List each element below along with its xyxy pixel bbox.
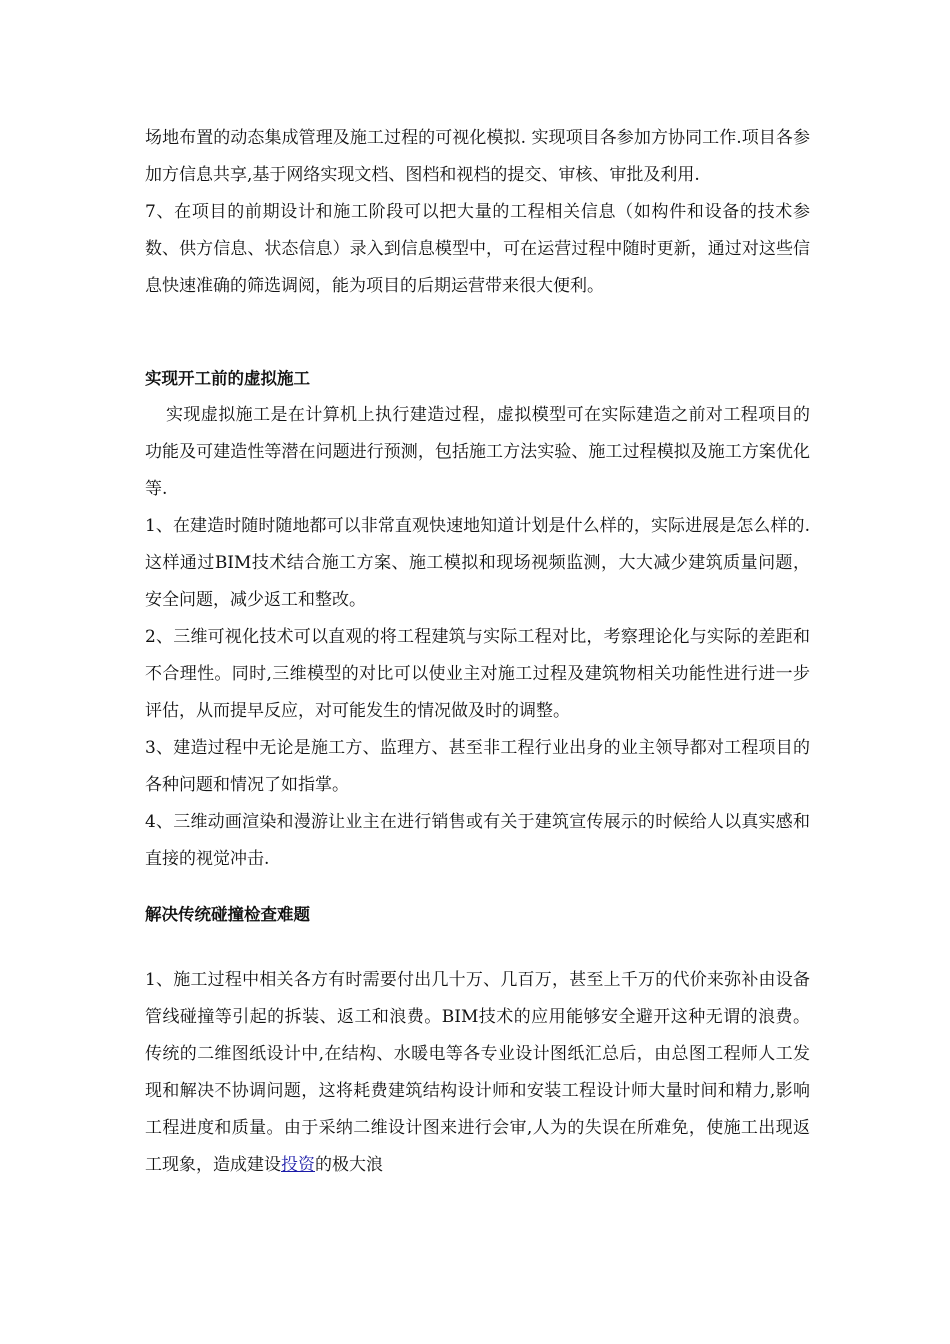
- list-item: 3、建造过程中无论是施工方、监理方、甚至非工程行业出身的业主领导都对工程项目的各种问题和情况了如指掌。: [145, 738, 810, 795]
- investment-link[interactable]: 投资: [281, 1155, 315, 1175]
- section-intro: 实现虚拟施工是在计算机上执行建造过程，虚拟模型可在实际建造之前对工程项目的功能及可建造性等潜在问题进行预测，包括施工方法实验、施工过程模拟及施工方案优化等.: [145, 405, 810, 499]
- document-body: [145, 120, 810, 1184]
- list-item: 4、三维动画渲染和漫游让业主在进行销售或有关于建筑宣传展示的时候给人以真实感和直接的视觉冲击.: [145, 812, 810, 869]
- spacer: [145, 933, 810, 962]
- section-heading-virtual-construction: 实现开工前的虚拟施工: [145, 369, 310, 388]
- paragraph-collaboration: 场地布置的动态集成管理及施工过程的可视化模拟. 实现项目各参加方协同工作.项目各参加方信息共享,基于网络实现文档、图档和视档的提交、审核、审批及利用.: [145, 128, 810, 185]
- paragraph-collision-cost: [145, 962, 810, 1184]
- spacer: [145, 305, 810, 360]
- paragraph-text: 1、施工过程中相关各方有时需要付出几十万、几百万，甚至上千万的代价来弥补由设备管线碰撞等引起的拆装、返工和浪费。BIM技术的应用能够安全避开这种无谓的浪费。传统的二维图纸设计中,在结构、水暖电等各专业设计图纸汇总后，由总图工程师人工发现和解决不协调问题，这将耗费建筑结构设计师和安装工程设计师大量时间和精力,影响工程进度和质量。由于采纳二维设计图来进行会审,人为的失误在所难免，使施工出现返工现象，造成建设: [145, 970, 810, 1175]
- spacer: [145, 878, 810, 896]
- list-item: 2、三维可视化技术可以直观的将工程建筑与实际工程对比，考察理论化与实际的差距和不合理性。同时,三维模型的对比可以使业主对施工过程及建筑物相关功能性进行进一步评估，从而提早反应，对可能发生的情况做及时的调整。: [145, 627, 810, 721]
- section-heading-collision-check: 解决传统碰撞检查难题: [145, 905, 310, 924]
- paragraph-text-tail: 的极大浪: [315, 1155, 383, 1175]
- paragraph-item-7: 7、在项目的前期设计和施工阶段可以把大量的工程相关信息（如构件和设备的技术参数、供方信息、状态信息）录入到信息模型中，可在运营过程中随时更新，通过对这些信息快速准确的筛选调阅，能为项目的后期运营带来很大便利。: [145, 202, 810, 296]
- list-item: 1、在建造时随时随地都可以非常直观快速地知道计划是什么样的，实际进展是怎么样的.这样通过BIM技术结合施工方案、施工模拟和现场视频监测，大大减少建筑质量问题，安全问题，减少返工和整改。: [145, 516, 810, 610]
